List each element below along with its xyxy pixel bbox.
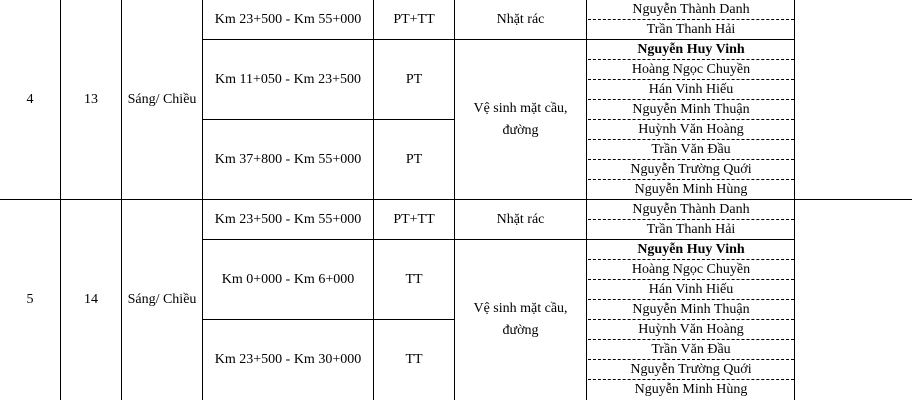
name-separator (588, 79, 794, 80)
staff-name: Nguyễn Minh Thuận (632, 102, 750, 117)
name-separator (588, 99, 794, 100)
segment-range: Km 11+050 - Km 23+500 (215, 71, 361, 87)
staff-name: Nguyễn Trường Quới (630, 362, 752, 377)
name-separator (588, 119, 794, 120)
segment-type: PT+TT (393, 11, 435, 27)
stt-cell: 4 (26, 91, 34, 107)
staff-name: Huỳnh Văn Hoàng (638, 322, 744, 337)
grid-line (202, 39, 587, 40)
staff-name: Trần Văn Đầu (651, 342, 731, 357)
segment-type: PT (405, 151, 423, 167)
day-cell: 14 (84, 292, 98, 307)
grid-line (454, 0, 455, 400)
shift-cell: Sáng/ Chiều (127, 91, 197, 107)
segment-range: Km 37+800 - Km 55+000 (214, 151, 362, 167)
staff-name: Hoàng Ngọc Chuyền (631, 262, 751, 277)
name-separator (588, 259, 794, 260)
staff-name: Hoàng Ngọc Chuyền (631, 62, 751, 77)
staff-name: Nguyễn Trường Quới (630, 162, 752, 177)
grid-line (202, 0, 203, 400)
group-separator (0, 199, 912, 200)
grid-line (121, 0, 122, 400)
name-separator (588, 59, 794, 60)
staff-name: Nguyễn Minh Hùng (634, 382, 748, 397)
grid-line (586, 0, 587, 400)
name-separator (588, 219, 794, 220)
segment-type: PT (405, 71, 423, 87)
shift-cell: Sáng/ Chiều (127, 292, 197, 307)
staff-name: Hán Vinh Hiếu (648, 82, 734, 97)
segment-range: Km 23+500 - Km 55+000 (214, 11, 362, 27)
segment-range: Km 23+500 - Km 30+000 (214, 352, 362, 367)
staff-name: Nguyễn Thành Danh (632, 2, 750, 17)
staff-name: Trần Thanh Hải (646, 222, 736, 237)
grid-line (202, 319, 455, 320)
task-cell: Nhặt rác (496, 211, 545, 227)
segment-range: Km 0+000 - Km 6+000 (221, 271, 355, 287)
staff-name: Trần Văn Đầu (651, 142, 731, 157)
grid-line (373, 0, 374, 400)
grid-line (60, 0, 61, 400)
staff-name: Nguyễn Huy Vinh (637, 42, 745, 57)
staff-name: Nguyễn Minh Thuận (632, 302, 750, 317)
stt-cell: 5 (26, 292, 34, 307)
name-separator (588, 339, 794, 340)
segment-type: TT (405, 352, 423, 367)
staff-name: Hán Vinh Hiếu (648, 282, 734, 297)
grid-line (586, 39, 795, 40)
staff-name: Nguyễn Minh Hùng (634, 182, 748, 197)
day-cell: 13 (84, 91, 98, 107)
name-separator (588, 279, 794, 280)
grid-line (586, 239, 795, 240)
name-separator (588, 179, 794, 180)
segment-type: TT (405, 271, 423, 287)
staff-name: Huỳnh Văn Hoàng (638, 122, 744, 137)
staff-name: Nguyễn Huy Vinh (637, 242, 745, 257)
name-separator (588, 299, 794, 300)
staff-name: Nguyễn Thành Danh (632, 202, 750, 217)
grid-line (794, 0, 795, 400)
name-separator (588, 359, 794, 360)
name-separator (588, 139, 794, 140)
name-separator (588, 319, 794, 320)
name-separator (588, 19, 794, 20)
task-cell: Vệ sinh mặt cầu, đường (473, 301, 568, 338)
task-cell: Vệ sinh mặt cầu, đường (473, 100, 568, 138)
segment-type: PT+TT (393, 211, 435, 227)
segment-range: Km 23+500 - Km 55+000 (214, 211, 362, 227)
task-cell: Nhặt rác (496, 11, 545, 27)
grid-line (202, 119, 455, 120)
name-separator (588, 379, 794, 380)
staff-name: Trần Thanh Hải (646, 22, 736, 37)
name-separator (588, 159, 794, 160)
grid-line (202, 239, 587, 240)
